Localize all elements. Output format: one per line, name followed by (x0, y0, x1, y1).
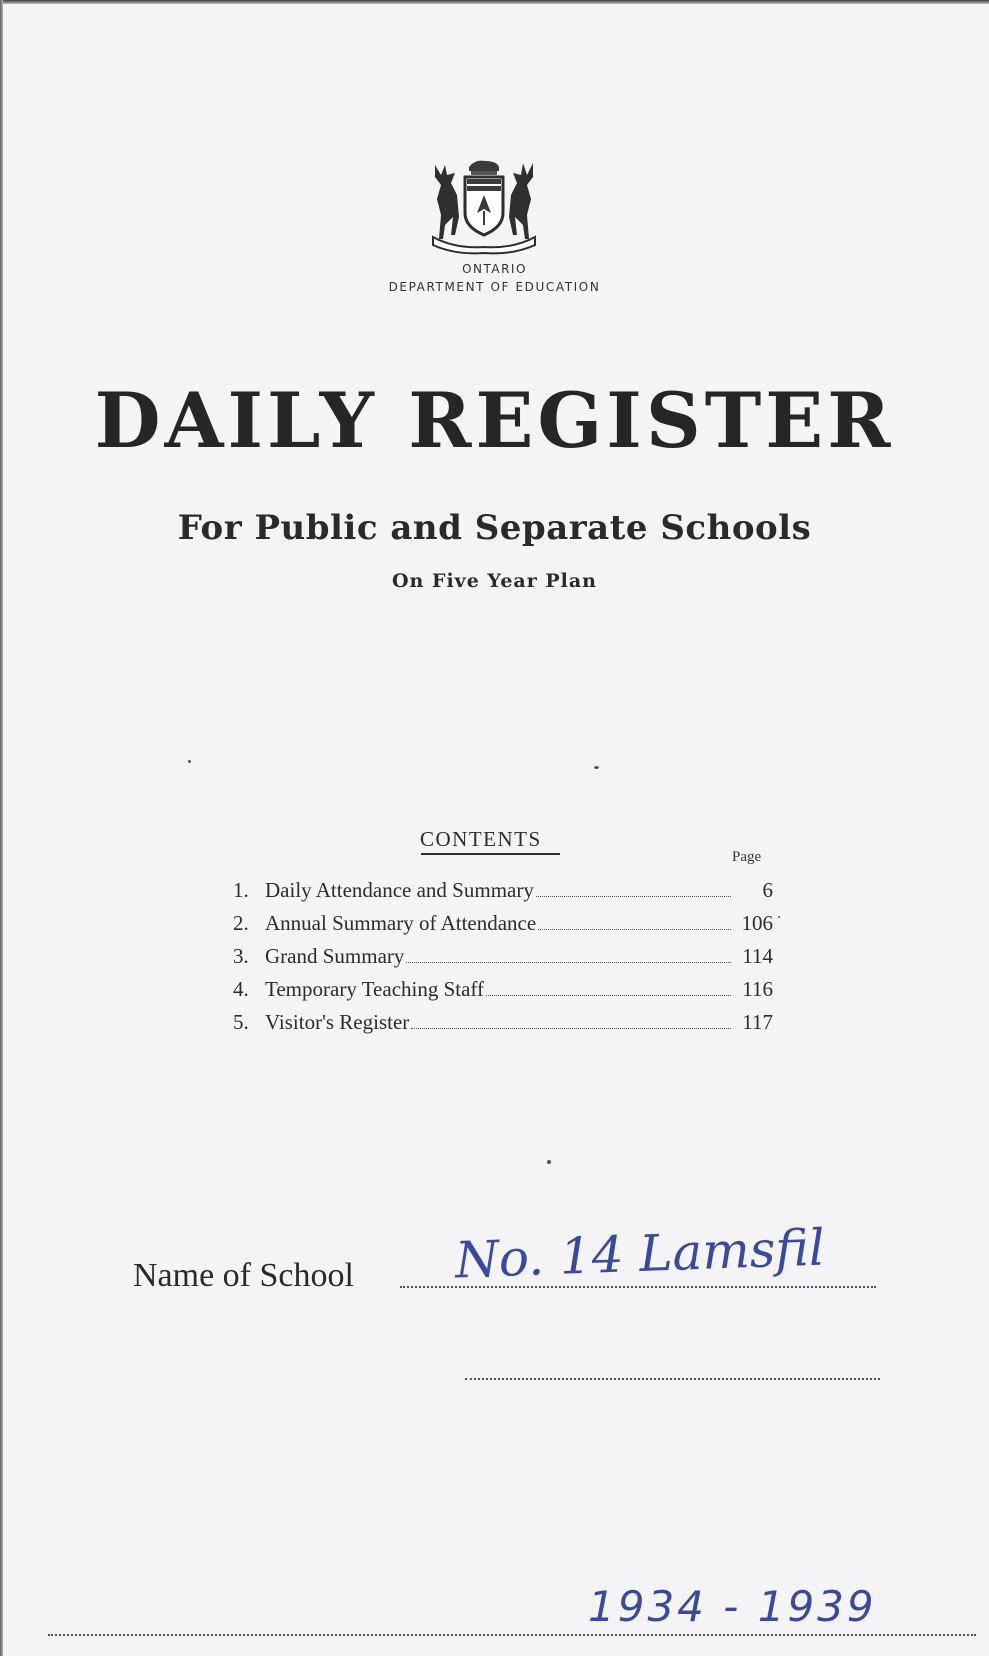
leader-dots (538, 928, 731, 930)
page-title: DAILY REGISTER (94, 376, 895, 465)
contents-item (233, 878, 773, 911)
item-page: 6 (762, 878, 773, 902)
item-label: Grand Summary (265, 944, 405, 968)
item-label: Annual Summary of Attendance (265, 911, 537, 935)
item-number: 3. (233, 944, 249, 968)
years-handwritten: 1934 - 1939 (588, 1582, 877, 1631)
item-number: 2. (233, 911, 249, 935)
contents-item (233, 911, 773, 944)
item-label: Temporary Teaching Staff (265, 977, 485, 1001)
item-page: 106 (741, 911, 773, 935)
contents-item (233, 1010, 773, 1043)
plan-label: On Five Year Plan (392, 570, 597, 592)
department-label: DEPARTMENT OF EDUCATION (388, 280, 601, 294)
subtitle: For Public and Separate Schools (177, 508, 812, 548)
item-label: Daily Attendance and Summary (265, 878, 534, 902)
contents-item (233, 977, 773, 1010)
contents-item (233, 944, 773, 977)
item-number: 5. (233, 1010, 249, 1034)
province-label: ONTARIO (462, 262, 527, 276)
school-name-line-2 (465, 1378, 880, 1380)
top-edge (0, 0, 989, 4)
item-label: Visitor's Register (265, 1010, 410, 1034)
item-number: 4. (233, 977, 249, 1001)
ontario-coat-of-arms-icon (425, 155, 543, 255)
paper-speck (547, 1160, 551, 1164)
item-page: 114 (742, 944, 773, 968)
leader-dots (406, 961, 731, 963)
leader-dots (486, 994, 731, 996)
leader-dots (411, 1027, 731, 1029)
page-column-heading: Page (732, 849, 762, 865)
school-name-value: No. 14 Lamsfil (454, 1218, 826, 1290)
item-number: 1. (233, 878, 249, 902)
paper-speck (188, 760, 191, 763)
paper-speck (594, 766, 599, 769)
contents-underline (421, 853, 560, 855)
left-edge (0, 0, 3, 1656)
paper-speck (778, 916, 780, 918)
leader-dots (536, 895, 731, 897)
contents-heading: CONTENTS (420, 827, 542, 851)
contents-list (233, 878, 773, 1043)
item-page: 117 (742, 1010, 773, 1034)
item-page: 116 (742, 977, 773, 1001)
school-name-label: Name of School (133, 1257, 354, 1294)
bottom-line (48, 1634, 976, 1636)
